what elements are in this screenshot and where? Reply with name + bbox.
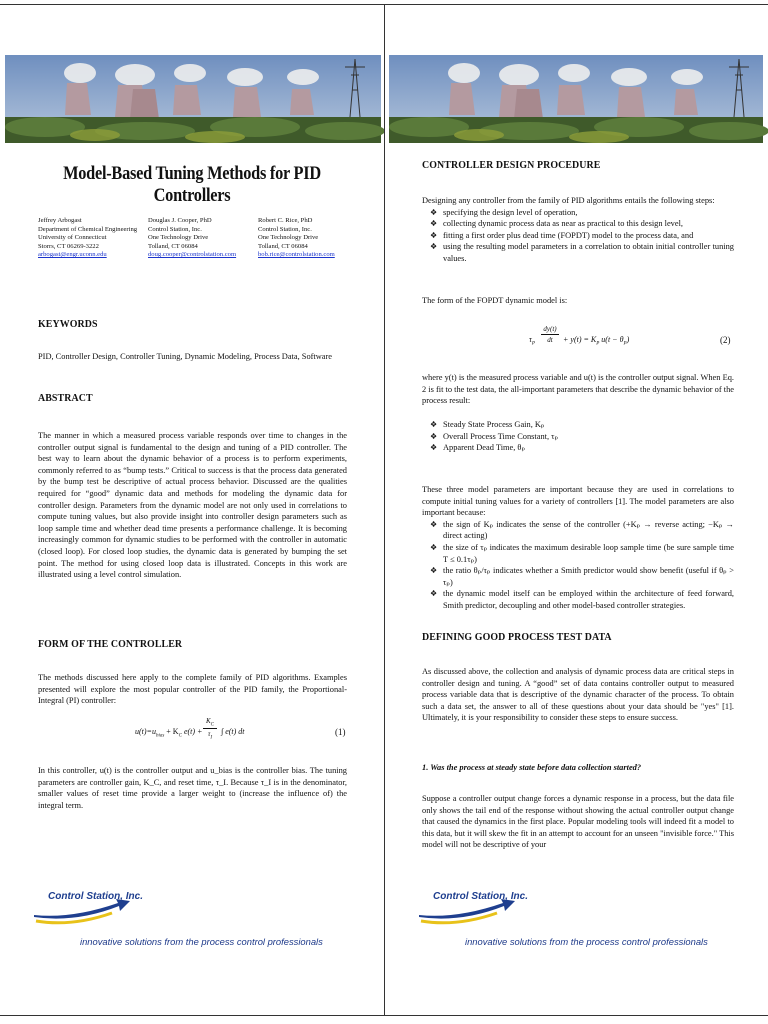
list-item: ❖ Apparent Dead Time, θₚ — [430, 442, 730, 454]
good-data-text: As discussed above, the collection and analysis of dynamic process data are critical steps in controller design and tuning. A “good” set of data contains controller output to measured process variable data that is descriptive of the dynamic character of the process. To obtain such a data set, the answer to all of these questions about your data should be "yes" [1]. Ultimately, it is your responsibility to consider these steps to ensure success. — [422, 667, 734, 723]
svg-text:Control Station, Inc.: Control Station, Inc. — [48, 891, 143, 902]
author-email-link[interactable]: bob.rice@controlstation.com — [258, 251, 335, 259]
page-left — [0, 4, 385, 1016]
list-item: ❖ the dynamic model itself can be employed within the architecture of feed forward, Smith predictor, decoupling and other model-based controller strategies. — [430, 588, 734, 611]
design-procedure: Designing any controller from the family of PID algorithms entails the following steps: ❖ specifying the design level of operation, ❖ collecting dynamic process data as near as practical to this design level, ❖ fitting a first order plus dead time (FOPDT) model to the process data, and ❖ using the resulting model parameters in a correlation to obtain initial controller tuning values. — [422, 195, 734, 265]
control-station-logo — [32, 875, 143, 929]
author-email-link[interactable]: doug.cooper@controlstation.com — [148, 251, 237, 259]
control-station-logo — [417, 875, 528, 929]
design-heading: CONTROLLER DESIGN PROCEDURE — [422, 159, 601, 171]
abstract-text: The manner in which a measured process variable responds over time to changes in the controller output signal is fundamental to the design and tuning of a PID controller. The best way to learn about the dynamic behavior of a process is to perform experiments, commonly referred to as “bump tests.” Critical to success is that the process data generated by the bump test be descriptive of actual process behavior. Discussed are the qualities required for “good” dynamic data and methods for modeling the dynamic data for controller design. Parameters from the dynamic model are not only used in correlations to compute tuning values, but also provide insight into controller design parameters such as loop sample time and whether dead time presents a performance challenge. It is becoming increasingly common for dynamic studies to be performed with the controller in automatic (closed loop). For closed loop studies, the dynamic data is generated by bumping the set point. The method for using closed loop data is illustrated. Concepts in this work are illustrated using a level control simulation. — [38, 431, 347, 580]
model-parameters-list — [430, 419, 730, 454]
fopdt-explanation: where y(t) is the measured process variable and u(t) is the controller output signal. When Eq. 2 is fit to the test data, the all-important parameters that describe the dynamic behavior of the process result: — [422, 373, 734, 406]
form-text: The methods discussed here apply to the complete family of PID algorithms. Examples presented will explore the most popular controller of the PID family, the Proportional-Integral (PI) controller: — [38, 673, 347, 706]
list-item: ❖ the ratio θₚ/τₚ indicates whether a Smith predictor would show benefit (useful if θₚ > τₚ) — [430, 565, 734, 588]
svg-text:Control Station, Inc.: Control Station, Inc. — [433, 891, 528, 902]
equation-1-number: (1) — [335, 727, 346, 737]
page-right — [384, 4, 768, 1016]
keywords-heading: KEYWORDS — [38, 318, 98, 330]
list-item: ❖ specifying the design level of operation, — [430, 207, 734, 219]
author-cooper: Douglas J. Cooper, PhD Control Station, Inc. One Technology Drive Tolland, CT 06084 doug.cooper@controlstation.com — [148, 217, 258, 260]
header-banner-image — [389, 55, 763, 143]
equation-1: $u(t)=u_{bias} + K_C$ e(t) + $K_C$ $\tau_I$ ∫ e(t) dt — [135, 717, 245, 741]
paper-title: Model-Based Tuning Methods for PID Controllers — [63, 163, 321, 206]
question-1: 1. Was the process at steady state before data collection started? — [422, 763, 642, 772]
list-item: ❖ Steady State Process Gain, Kₚ — [430, 419, 730, 431]
tagline: innovative solutions from the process control professionals — [80, 936, 323, 947]
list-item: ❖ using the resulting model parameters in a correlation to obtain initial controller tuning values. — [430, 241, 734, 264]
equation-2-number: (2) — [720, 335, 731, 345]
equation-2: $\tau_P$ dy(t) dt + $y(t) = K_P$ $u(t - \theta_P)$ — [529, 325, 630, 347]
fopdt-intro: The form of the FOPDT dynamic model is: — [422, 296, 568, 305]
list-item: ❖ the size of τₚ indicates the maximum desirable loop sample time (be sure sample time T ≤ 0.1τₚ) — [430, 542, 734, 565]
form-heading: FORM OF THE CONTROLLER — [38, 638, 183, 650]
good-data-heading: DEFINING GOOD PROCESS TEST DATA — [422, 631, 612, 643]
author-arbogast: Jeffrey Arbogast Department of Chemical Engineering University of Connecticut Storrs, CT 06269-3222 arbogast@engr.uconn.edu — [38, 217, 148, 260]
question-1-text: Suppose a controller output change forces a dynamic response in a process, but the data file only shows the tail end of the response without showing the actual controller output change that caused the dynamics in the first place. Popular modeling tools will indeed fit a model to this data, but it will skew the fit in an attempt to account for an unseen "invisible force." This model will not be descriptive of your — [422, 794, 734, 850]
list-item: ❖ the sign of Kₚ indicates the sense of the controller (+Kₚ → reverse acting; −Kₚ → direct acting) — [430, 519, 734, 542]
header-banner-image — [5, 55, 381, 143]
controller-explanation: In this controller, u(t) is the controller output and u_bias is the controller bias. The tuning parameters are controller gain, K_C, and reset time, τ_I. Because τ_I is in the denominator, smaller values of reset time provide a larger weight to (increase the influence of) the integral term. — [38, 766, 347, 810]
tagline: innovative solutions from the process control professionals — [465, 936, 708, 947]
author-rice: Robert C. Rice, PhD Control Station, Inc. One Technology Drive Tolland, CT 06084 bob.rice@controlstation.com — [258, 217, 368, 260]
list-item: ❖ Overall Process Time Constant, τₚ — [430, 431, 730, 443]
list-item: ❖ collecting dynamic process data as near as practical to this design level, — [430, 218, 734, 230]
parameters-importance: These three model parameters are important because they are used in correlations to compute initial tuning values for a variety of controllers [1]. The model parameters are also important because: ❖ the sign of Kₚ indicates the sense of the controller (+Kₚ → reverse acting; −Kₚ → direct acting) ❖ the size of τₚ indicates the maximum desirable loop sample time (be sure sample time T ≤ 0.1τₚ) ❖ the ratio θₚ/τₚ indicates whether a Smith predictor would show benefit (useful if θₚ > τₚ) ❖ the dynamic model itself can be employed within the architecture of feed forward, Smith predictor, decoupling and other model-based controller strategies. — [422, 484, 734, 612]
author-email-link[interactable]: arbogast@engr.uconn.edu — [38, 251, 107, 259]
abstract-heading: ABSTRACT — [38, 392, 93, 404]
keywords-text: PID, Controller Design, Controller Tuning, Dynamic Modeling, Process Data, Software — [38, 352, 333, 361]
list-item: ❖ fitting a first order plus dead time (FOPDT) model to the process data, and — [430, 230, 734, 242]
